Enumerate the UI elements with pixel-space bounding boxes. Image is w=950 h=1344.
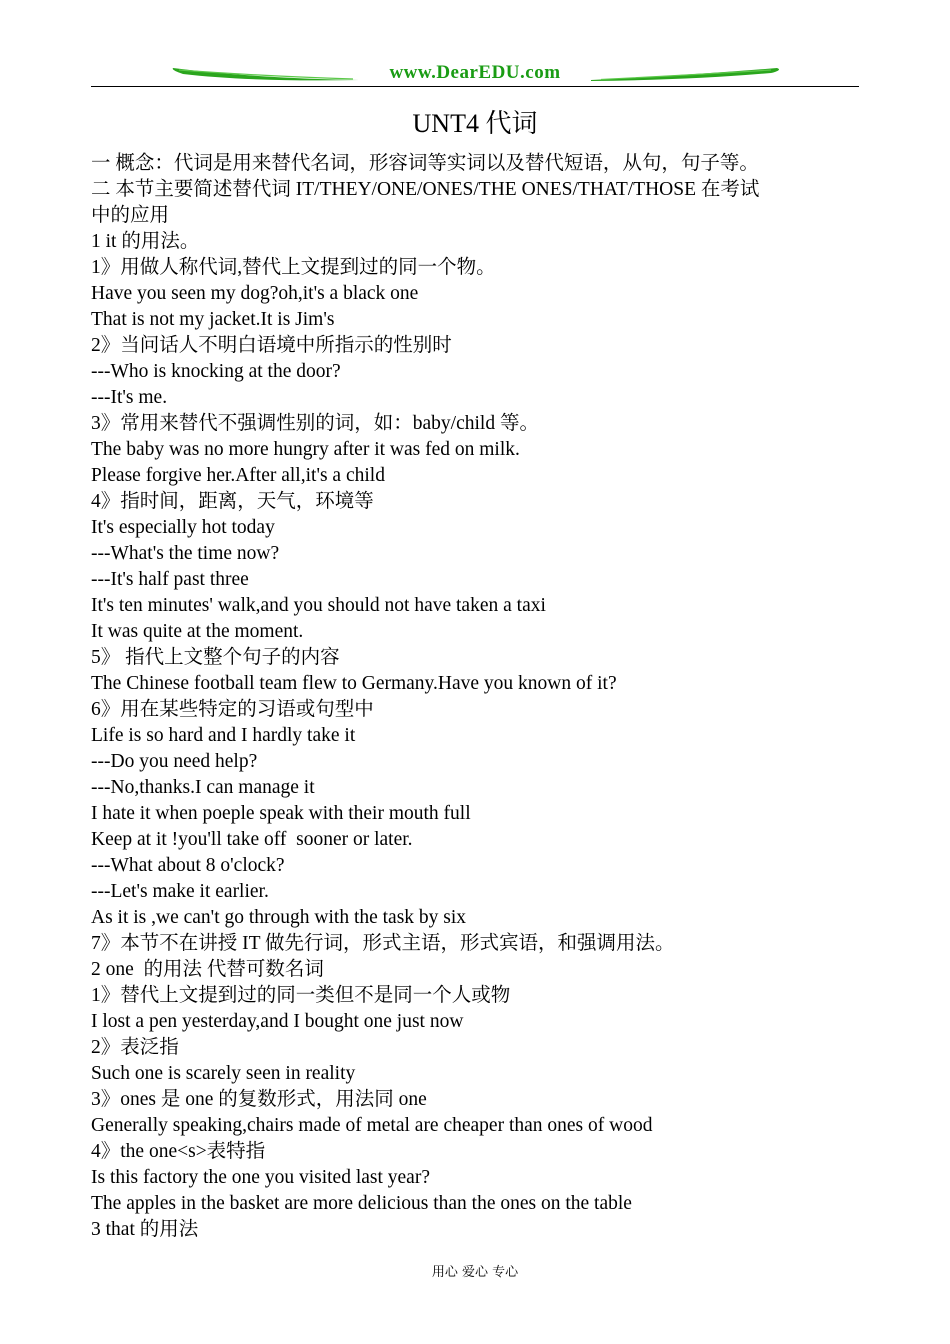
text-line: ---Do you need help? bbox=[91, 751, 258, 772]
text-line: Please forgive her.After all,it's a child bbox=[91, 465, 385, 486]
text-line: I lost a pen yesterday,and I bought one just now bbox=[91, 1011, 464, 1032]
text-line: 2》当问话人不明白语境中所指示的性别时 bbox=[91, 335, 452, 356]
text-line: Keep at it !you'll take off sooner or later. bbox=[91, 829, 413, 850]
text-line: 4》指时间，距离，天气，环境等 bbox=[91, 491, 374, 512]
text-line: The Chinese football team flew to Germany.Have you known of it? bbox=[91, 673, 617, 694]
text-line: As it is ,we can't go through with the task by six bbox=[91, 907, 467, 928]
text-line: The baby was no more hungry after it was fed on milk. bbox=[91, 439, 520, 460]
text-line: ---What about 8 o'clock? bbox=[91, 855, 285, 876]
page-title: UNT4 代词 bbox=[412, 109, 538, 138]
text-line: Life is so hard and I hardly take it bbox=[91, 725, 356, 746]
text-line: 中的应用 bbox=[91, 205, 170, 226]
text-line: Have you seen my dog?oh,it's a black one bbox=[91, 283, 419, 304]
text-line: It's ten minutes' walk,and you should not have taken a taxi bbox=[91, 595, 546, 616]
text-line: 4》the one<s>表特指 bbox=[91, 1141, 266, 1162]
text-line: I hate it when poeple speak with their mouth full bbox=[91, 803, 471, 824]
text-line: 6》用在某些特定的习语或句型中 bbox=[91, 699, 374, 720]
text-line: Generally speaking,chairs made of metal are cheaper than ones of wood bbox=[91, 1115, 653, 1136]
text-line: It's especially hot today bbox=[91, 517, 275, 538]
site-url: www.DearEDU.com bbox=[389, 62, 561, 83]
text-line: Such one is scarely seen in reality bbox=[91, 1063, 356, 1084]
text-line: 1 it 的用法。 bbox=[91, 231, 200, 252]
document-body bbox=[91, 151, 861, 1243]
text-line: 二 本节主要简述替代词 IT/THEY/ONE/ONES/THE ONES/THAT/THOSE 在考试 bbox=[91, 179, 760, 200]
text-line: Is this factory the one you visited last year? bbox=[91, 1167, 430, 1188]
text-line: The apples in the basket are more delicious than the ones on the table bbox=[91, 1193, 632, 1214]
text-line: 3》ones 是 one 的复数形式，用法同 one bbox=[91, 1089, 427, 1110]
text-line: It was quite at the moment. bbox=[91, 621, 304, 642]
text-line: ---No,thanks.I can manage it bbox=[91, 777, 315, 798]
text-line: ---Let's make it earlier. bbox=[91, 881, 269, 902]
text-line: That is not my jacket.It is Jim's bbox=[91, 309, 335, 330]
text-line: ---Who is knocking at the door? bbox=[91, 361, 341, 382]
text-line: 2》表泛指 bbox=[91, 1037, 179, 1058]
text-line: 1》用做人称代词,替代上文提到过的同一个物。 bbox=[91, 257, 496, 278]
text-line: 5》 指代上文整个句子的内容 bbox=[91, 647, 340, 668]
text-line: 7》本节不在讲授 IT 做先行词，形式主语，形式宾语，和强调用法。 bbox=[91, 933, 675, 954]
text-line: ---It's me. bbox=[91, 387, 168, 408]
text-line: ---It's half past three bbox=[91, 569, 249, 590]
page-footer: 用心 爱心 专心 bbox=[431, 1265, 519, 1280]
text-line: ---What's the time now? bbox=[91, 543, 280, 564]
header-divider bbox=[91, 86, 859, 87]
text-line: 一 概念：代词是用来替代名词，形容词等实词以及替代短语，从句，句子等。 bbox=[91, 153, 759, 174]
text-line: 3》常用来替代不强调性别的词，如：baby/child 等。 bbox=[91, 413, 539, 434]
text-line: 1》替代上文提到过的同一类但不是同一个人或物 bbox=[91, 985, 511, 1006]
text-line: 3 that 的用法 bbox=[91, 1219, 199, 1240]
text-line: 2 one 的用法 代替可数名词 bbox=[91, 959, 324, 980]
